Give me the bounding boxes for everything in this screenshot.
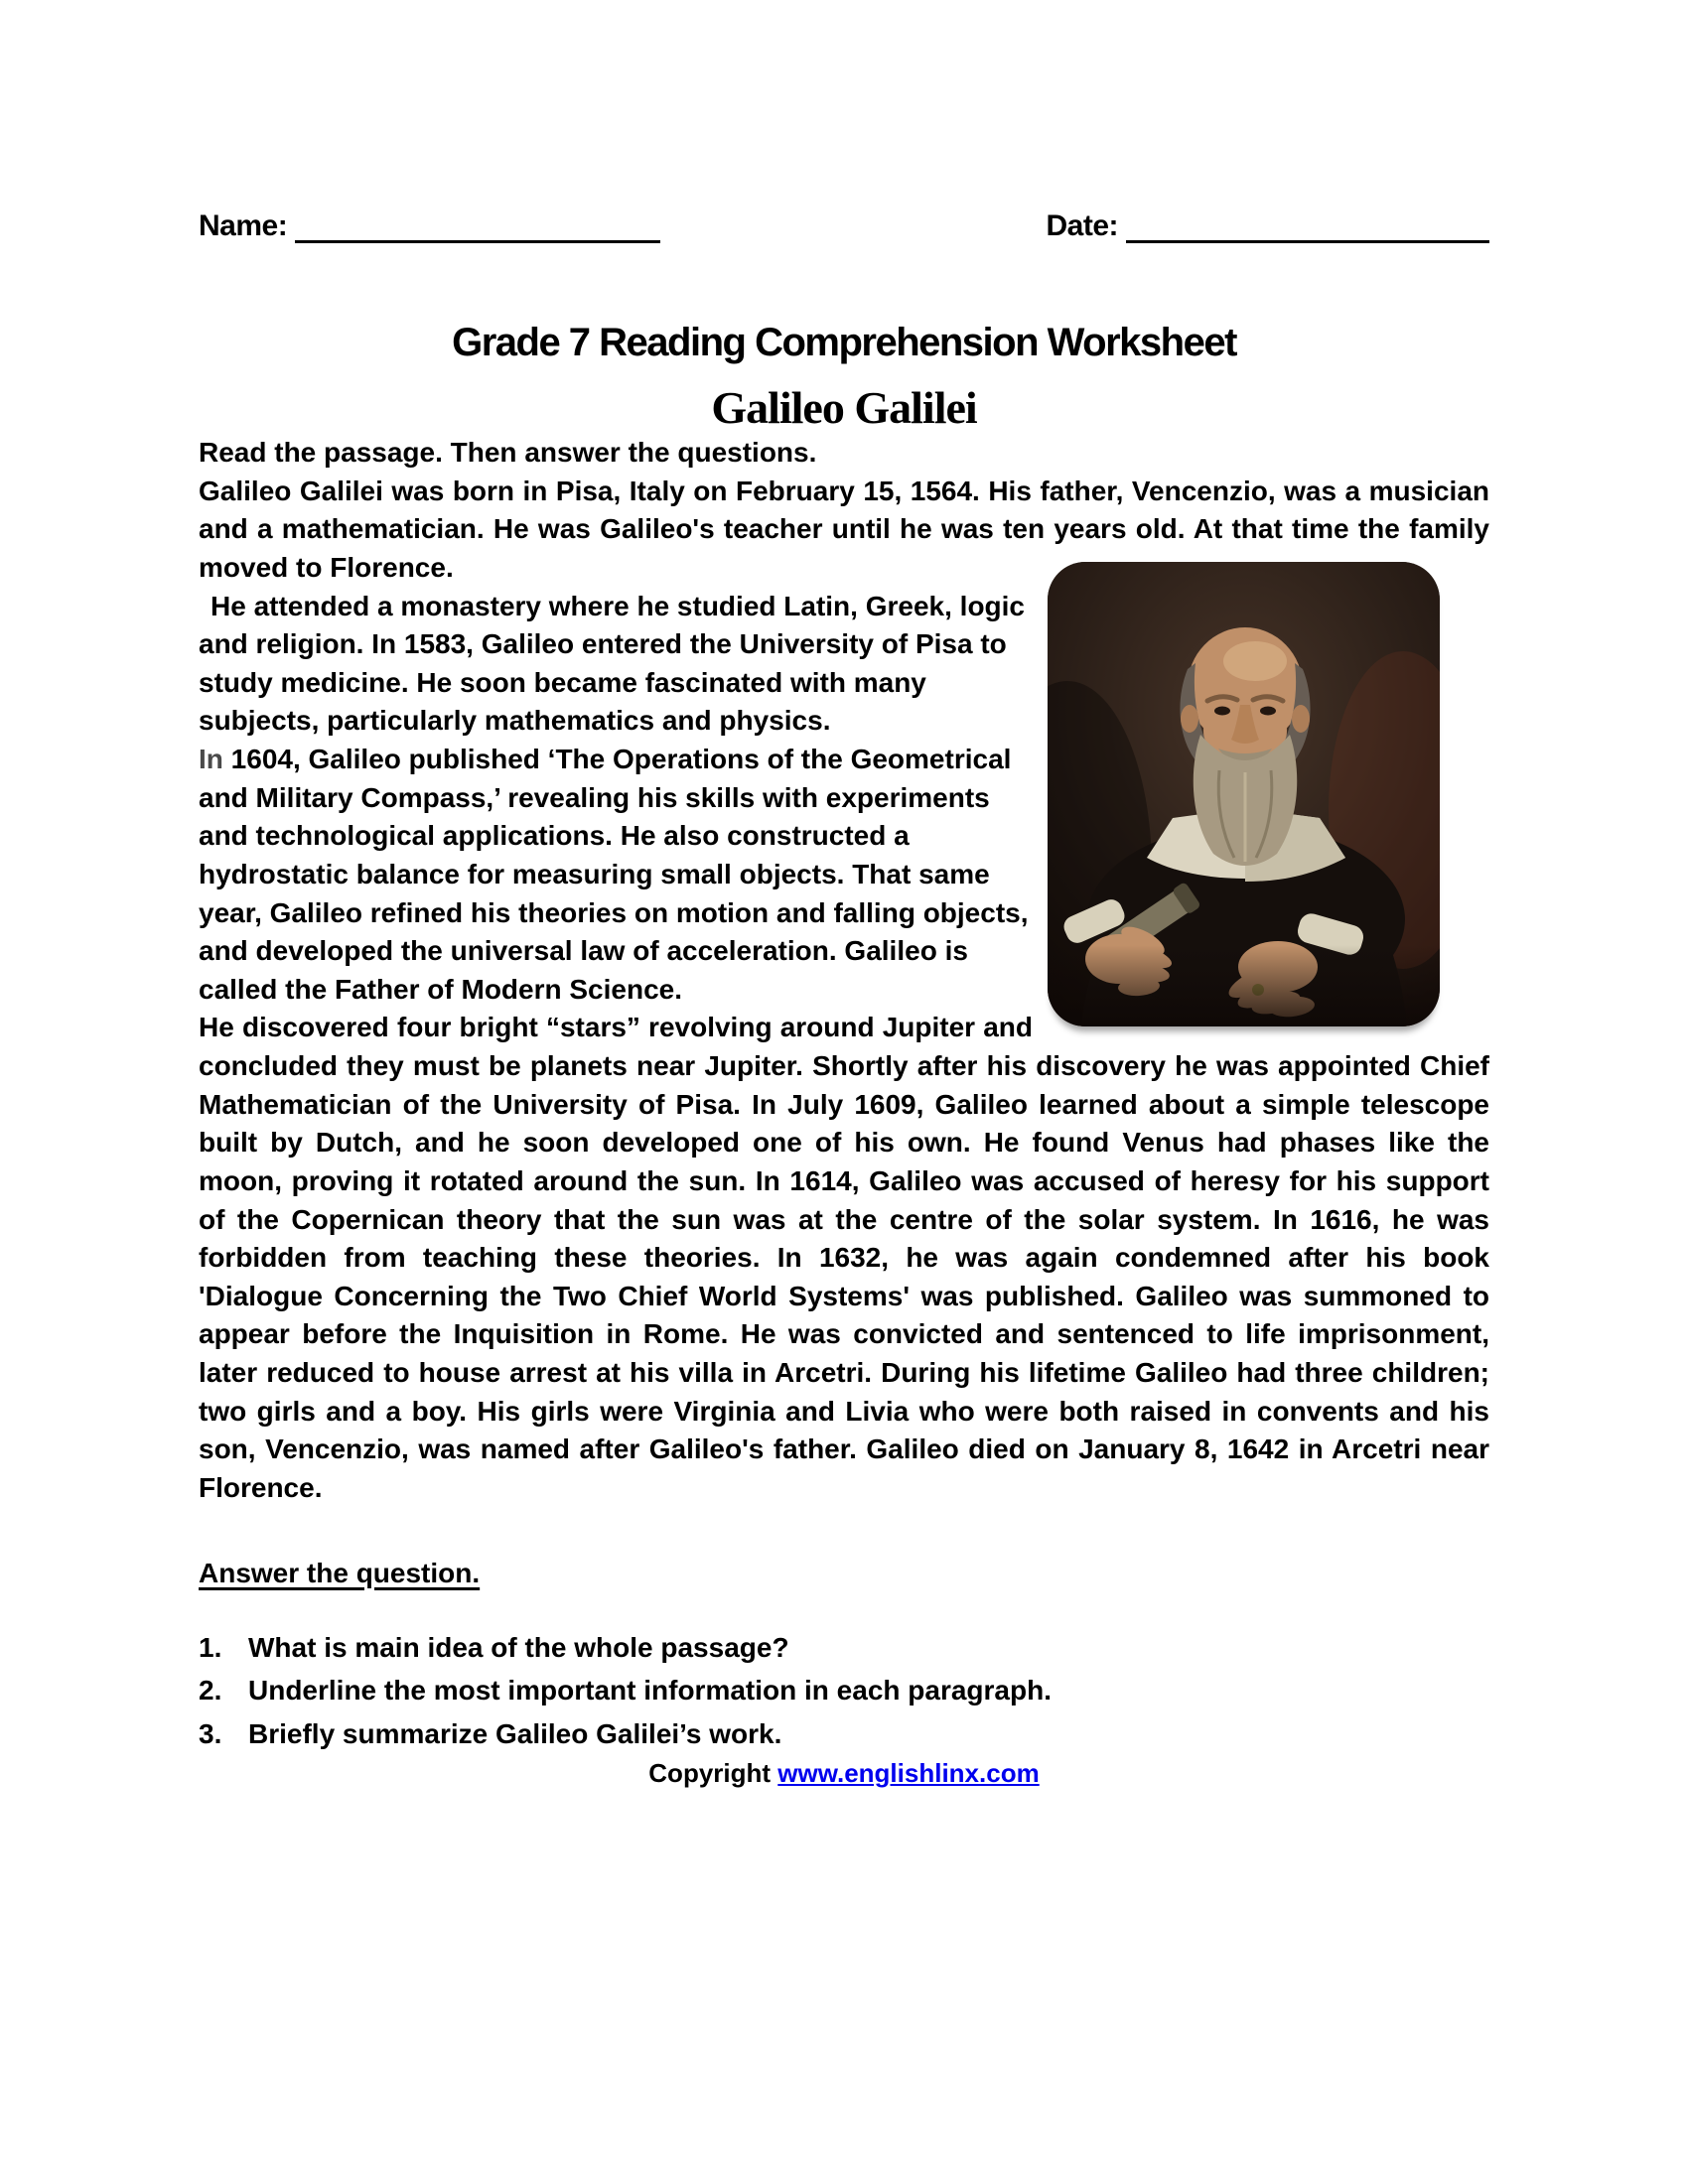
passage-title: Galileo Galilei [711,382,977,433]
paragraph-3-body: 1604, Galileo published ‘The Operations of the Geometrical and Military Compass,’ revealing his skills with experiments and technological applications. He also constructed a hydrostatic balance for measuring small objects. That same year, Galileo refined his theories on motion and falling objects, and developed the universal law of acceleration. Galileo is called the Father of Modern Science. [199,744,1029,1005]
copyright-label: Copyright [648,1758,772,1789]
passage-paragraph-1: Galileo Galilei was born in Pisa, Italy on February 15, 1564. His father, Vencenzio, was a musician and a mathematician. He was Galileo's teacher until he was ten years old. At that time the family moved to Florence. [199,475,1489,583]
name-label: Name: [199,209,288,242]
question-1-number: 1. [199,1631,222,1663]
page-title: Grade 7 Reading Comprehension Worksheet [452,321,1236,364]
galileo-portrait-image [1048,562,1440,1026]
question-item-2 [199,1672,1489,1710]
passage-paragraph-2: He attended a monastery where he studied Latin, Greek, logic and religion. In 1583, Galileo entered the University of Pisa to study medicine. He soon became fascinated with many subjects, particularly mathematics and physics. [199,590,1025,737]
name-blank-line [295,206,660,243]
question-item-1 [199,1629,1489,1668]
reading-passage [199,434,1489,1508]
question-1-text: What is main idea of the whole passage? [248,1631,789,1663]
question-2-number: 2. [199,1675,222,1706]
galileo-portrait-graphic [1048,562,1440,1026]
question-item-3 [199,1715,1489,1754]
question-3-number: 3. [199,1717,222,1749]
paragraph-3-lead-word: In [199,744,223,774]
question-2-text: Underline the most important information in each paragraph. [248,1675,1052,1706]
header-row [199,204,1489,243]
answer-section-heading: Answer the question. [199,1557,481,1588]
passage-paragraph-4: He discovered four bright “stars” revolving around Jupiter and concluded they must be planets near Jupiter. Shortly after his discovery he was appointed Chief Mathematician of the University of Pisa. In July 1609, Galileo learned about a simple telescope built by Dutch, and he soon developed one of his own. He found Venus had phases like the moon, proving it rotated around the sun. In 1614, Galileo was accused of heresy for his support of the Copernican theory that the sun was at the centre of the solar system. In 1616, he was forbidden from teaching these theories. In 1632, he was again condemned after his book 'Dialogue Concerning the Two Chief World Systems' was published. Galileo was summoned to appear before the Inquisition in Rome. He was convicted and sentenced to life imprisonment, later reduced to house arrest at his villa in Arcetri. During his lifetime Galileo had three children; two girls and a boy. His girls were Virginia and Livia who were both raised in convents and his son, Vencenzio, was named after Galileo's father. Galileo died on January 8, 1642 in Arcetri near Florence. [199,1012,1489,1503]
date-label: Date: [1046,209,1118,242]
instruction-text: Read the passage. Then answer the questions. [199,437,817,468]
question-3-text: Briefly summarize Galileo Galilei’s work. [248,1717,782,1749]
question-list [199,1629,1489,1754]
copyright-link[interactable]: www.englishlinx.com [777,1758,1040,1789]
date-blank-line [1126,206,1489,243]
footer [199,1758,1489,1789]
date-group [1046,206,1489,243]
